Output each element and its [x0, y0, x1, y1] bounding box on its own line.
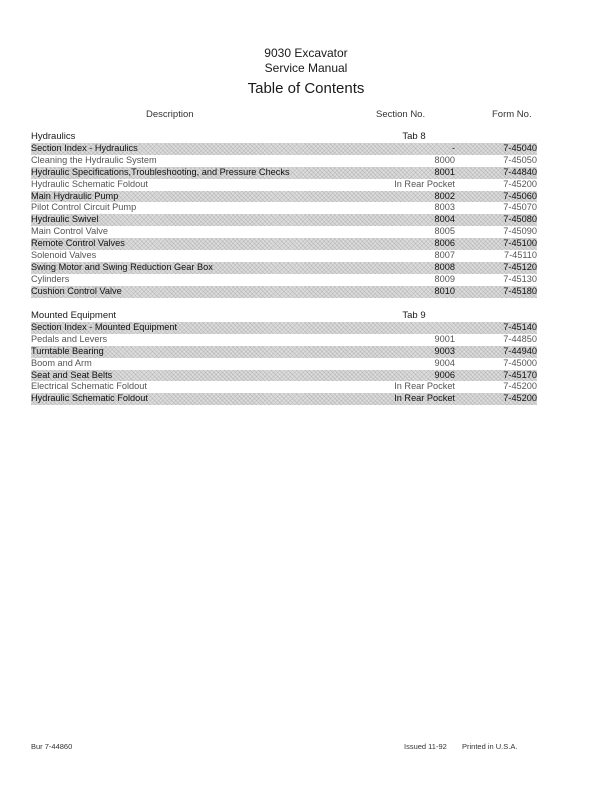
toc-form-no: 7-44840	[503, 166, 537, 177]
toc-description: Electrical Schematic Foldout	[31, 381, 147, 392]
toc-description: Hydraulic Swivel	[31, 214, 99, 225]
footer-printed: Printed in U.S.A.	[462, 742, 518, 751]
toc-section-no: 8008	[434, 261, 455, 272]
toc-row	[31, 262, 537, 274]
toc-form-no: 7-45050	[503, 154, 537, 165]
toc-section-no: 8001	[434, 166, 455, 177]
toc-form-no: 7-45000	[503, 357, 537, 368]
toc-row	[31, 346, 537, 358]
toc-row	[31, 250, 537, 262]
toc-description: Main Control Valve	[31, 226, 108, 237]
toc-description: Hydraulic Schematic Foldout	[31, 178, 148, 189]
toc-section-no: 8010	[434, 285, 455, 296]
toc-description: Main Hydraulic Pump	[31, 190, 119, 201]
toc-description: Boom and Arm	[31, 357, 92, 368]
toc-description: Section Index - Hydraulics	[31, 143, 138, 153]
toc-row	[31, 202, 537, 214]
toc-row	[31, 370, 537, 382]
toc-section-no: 8006	[434, 238, 455, 249]
toc-section-no: 9006	[434, 369, 455, 380]
group-heading	[31, 131, 537, 143]
toc-section-no: 8004	[434, 214, 455, 225]
toc-row	[31, 214, 537, 226]
toc-form-no: 7-45040	[503, 143, 537, 153]
toc-rows	[31, 322, 537, 405]
toc-row	[31, 334, 537, 346]
toc-form-no: 7-45060	[503, 190, 537, 201]
toc-row	[31, 155, 537, 167]
manual-title: Service Manual	[264, 61, 348, 75]
toc-form-no: 7-45200	[503, 393, 537, 404]
toc-description: Section Index - Mounted Equipment	[31, 322, 178, 332]
toc-form-no: 7-45170	[503, 369, 537, 380]
toc-form-no: 7-45180	[503, 285, 537, 296]
toc-description: Swing Motor and Swing Reduction Gear Box	[31, 261, 213, 272]
toc-row	[31, 179, 537, 191]
column-header-form-no: Form No.	[492, 109, 532, 120]
toc-description: Cylinders	[31, 273, 70, 284]
group-label: Mounted Equipment	[31, 310, 117, 321]
toc-description: Cleaning the Hydraulic System	[31, 154, 157, 165]
toc-row	[31, 167, 537, 179]
footer-issued: Issued 11-92	[404, 742, 447, 751]
toc-form-no: 7-45200	[503, 381, 537, 392]
toc-description: Seat and Seat Belts	[31, 369, 113, 380]
toc-form-no: 7-45110	[503, 250, 537, 261]
toc-form-no: 7-45080	[503, 214, 537, 225]
toc-description: Cushion Control Valve	[31, 285, 122, 296]
toc-form-no: 7-45090	[503, 226, 537, 237]
toc-description: Pedals and Levers	[31, 333, 108, 344]
toc-row	[31, 226, 537, 238]
toc-section-no: 8007	[434, 250, 455, 261]
toc-form-no: 7-45200	[503, 178, 537, 189]
toc-form-no: 7-45120	[503, 261, 537, 272]
toc-row	[31, 238, 537, 250]
group-tab: Tab 9	[402, 310, 426, 321]
toc-row	[31, 393, 537, 405]
toc-rows	[31, 143, 537, 298]
toc-row	[31, 191, 537, 203]
toc-section-no: 8005	[434, 226, 455, 237]
toc-description: Pilot Control Circuit Pump	[31, 202, 137, 213]
toc-description: Hydraulic Specifications,Troubleshooting, and Pressure Checks	[31, 166, 290, 177]
toc-section-no: 8002	[434, 190, 455, 201]
toc-form-no: 7-45130	[503, 273, 537, 284]
page-title: Table of Contents	[247, 80, 365, 97]
toc-form-no: 7-45100	[503, 238, 537, 249]
toc-row	[31, 143, 537, 155]
group-label: Hydraulics	[31, 131, 76, 142]
model-title: 9030 Excavator	[264, 46, 348, 60]
toc-section-no: In Rear Pocket	[394, 393, 455, 404]
toc-description: Solenoid Valves	[31, 250, 97, 261]
toc-row	[31, 286, 537, 298]
group-hydraulics	[31, 131, 537, 298]
toc-row	[31, 358, 537, 370]
toc-form-no: 7-44940	[503, 345, 537, 356]
toc-section-no: 9004	[434, 357, 455, 368]
toc-section-no: 8000	[434, 154, 455, 165]
group-mounted-equipment	[31, 310, 537, 405]
toc-section-no: In Rear Pocket	[394, 381, 455, 392]
toc-form-no: 7-45070	[503, 202, 537, 213]
toc-form-no: 7-45140	[503, 322, 537, 332]
toc-row	[31, 322, 537, 334]
column-header-section-no: Section No.	[376, 109, 426, 120]
toc-row	[31, 381, 537, 393]
toc-section-no: In Rear Pocket	[394, 178, 455, 189]
toc-row	[31, 274, 537, 286]
group-tab: Tab 8	[402, 131, 426, 142]
footer-form-ref: Bur 7-44860	[31, 742, 73, 751]
toc-description: Hydraulic Schematic Foldout	[31, 393, 148, 404]
toc-description: Remote Control Valves	[31, 238, 125, 249]
toc-form-no: 7-44850	[503, 333, 537, 344]
toc-section-no: 9003	[434, 345, 455, 356]
column-header-description: Description	[146, 109, 194, 120]
toc-section-no: 8003	[434, 202, 455, 213]
toc-description: Turntable Bearing	[31, 345, 104, 356]
toc-section-no: 9001	[434, 333, 455, 344]
group-heading	[31, 310, 537, 322]
toc-section-no: 8009	[434, 273, 455, 284]
toc-section-no: -	[451, 143, 455, 153]
